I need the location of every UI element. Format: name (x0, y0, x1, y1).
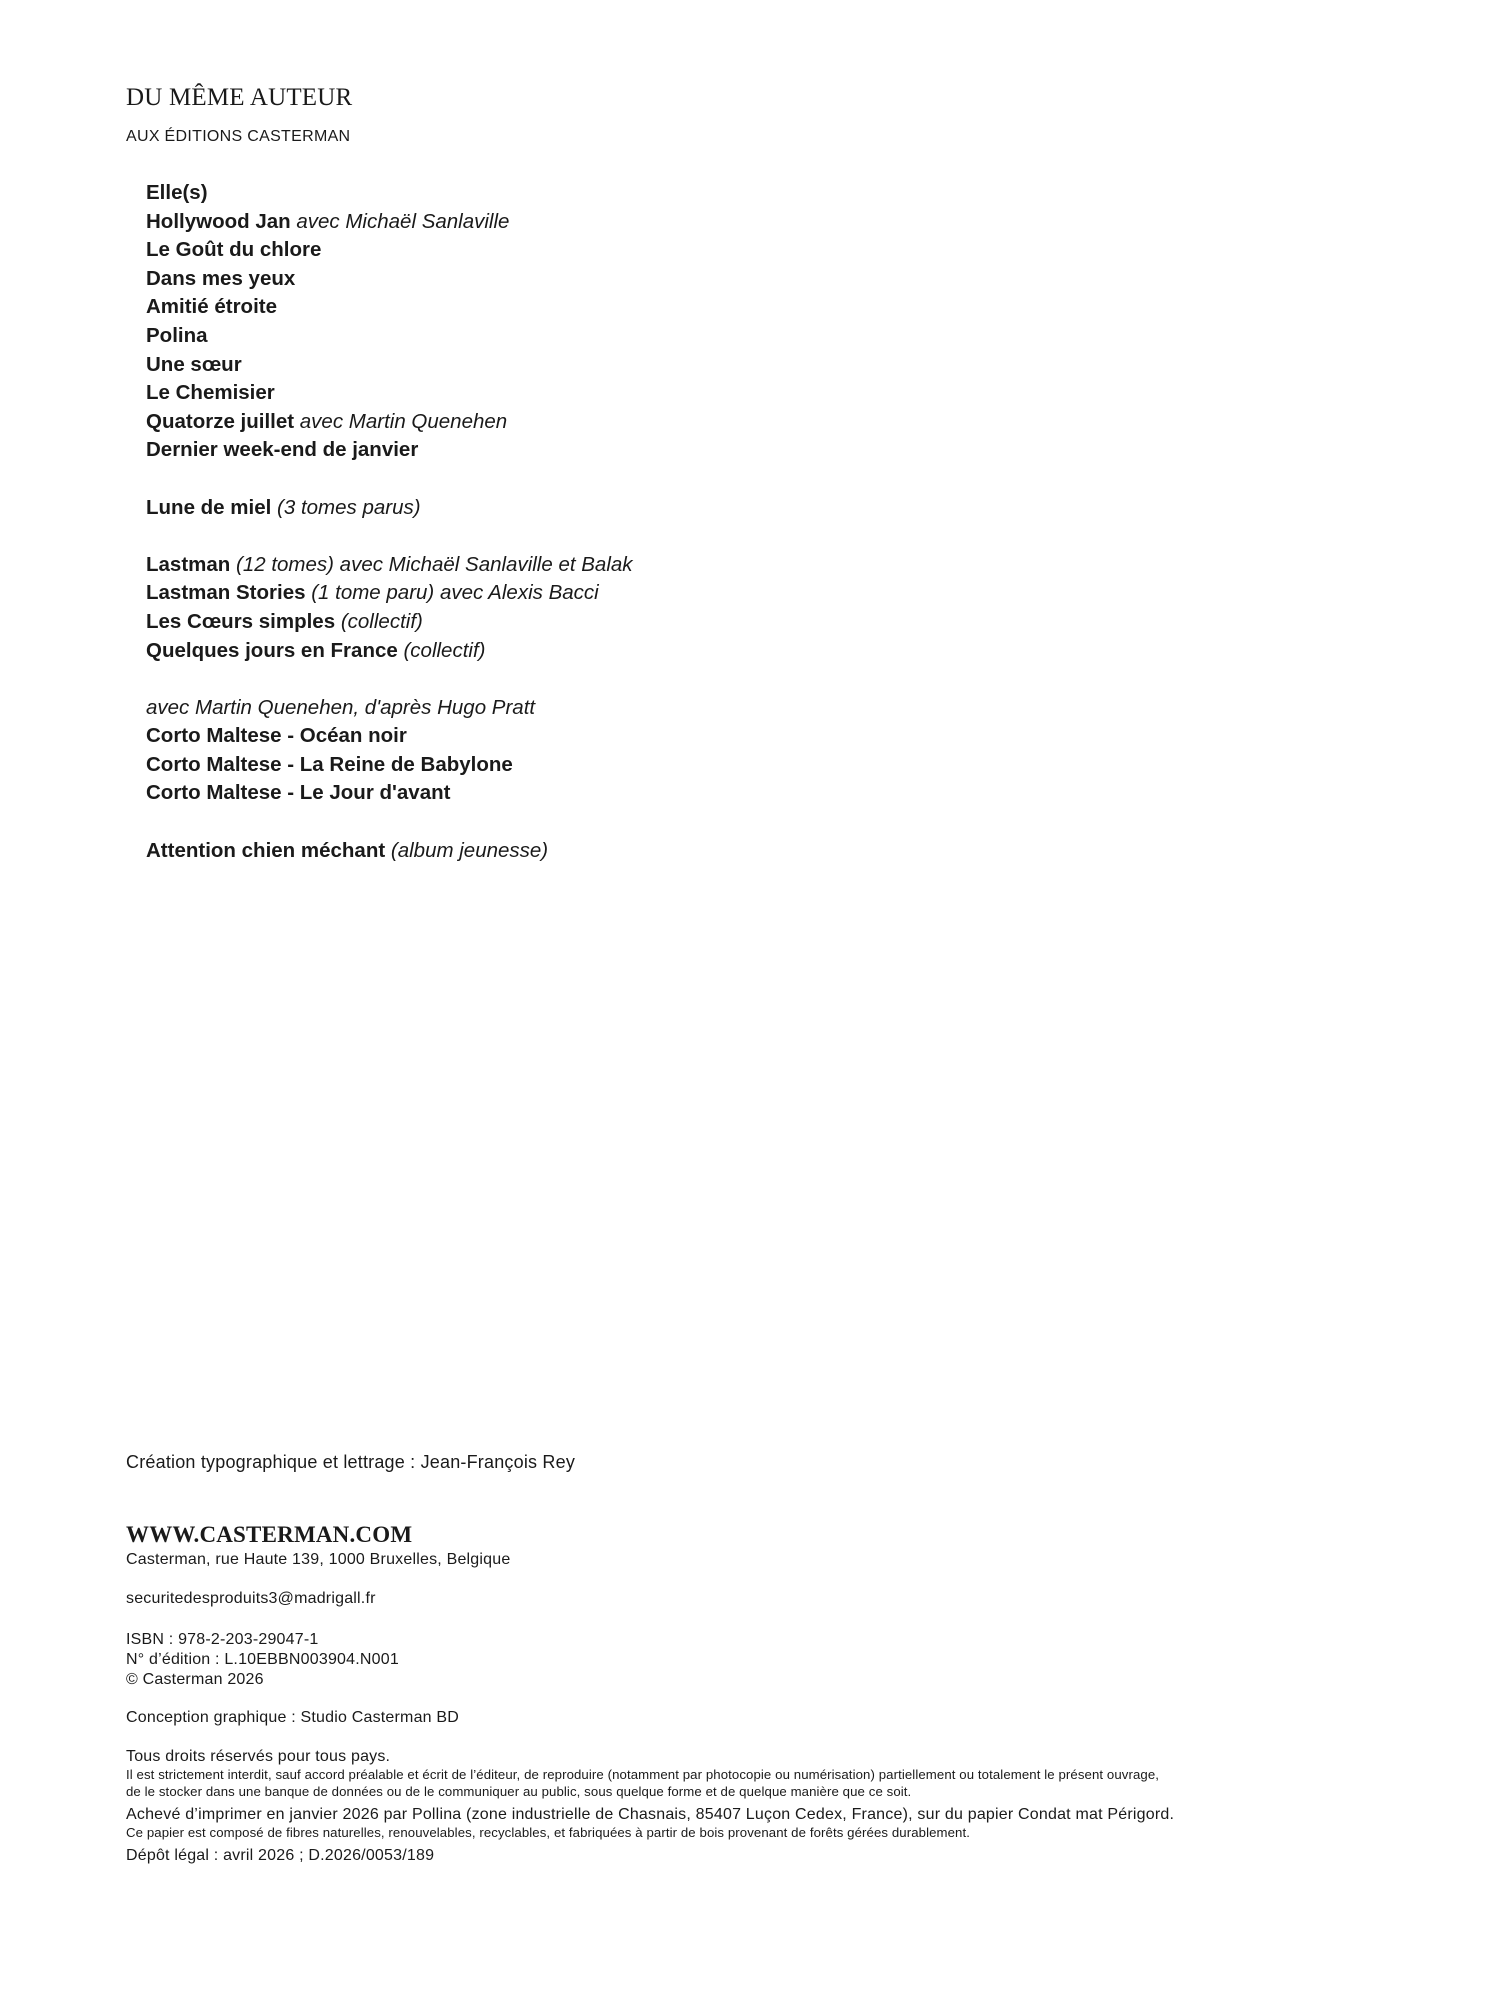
rights-detail-line: de le stocker dans une banque de données ou de le communiquer au public, sous quelque forme et de quelque manière que ce soit. (126, 1784, 912, 1799)
page-title: DU MÊME AUTEUR (126, 84, 353, 111)
book-note: (collectif) (340, 609, 423, 633)
copyright: © Casterman 2026 (126, 1671, 264, 1688)
book-title: Amitié étroite (146, 295, 277, 319)
list-spacer (146, 808, 633, 837)
legal-deposit: Dépôt légal : avril 2026 ; D.2026/0053/189 (126, 1847, 435, 1864)
book-title: Polina (146, 323, 208, 347)
bibliography-item (146, 293, 633, 322)
bibliography-item (146, 779, 633, 808)
bibliography-item (146, 494, 633, 523)
bibliography-item (146, 722, 633, 751)
book-title: Attention chien méchant (146, 838, 386, 862)
book-title: Corto Maltese - Le Jour d'avant (146, 781, 451, 805)
book-title: Corto Maltese - La Reine de Babylone (146, 752, 513, 776)
edition-number: N° d’édition : L.10EBBN003904.N001 (126, 1651, 399, 1668)
book-note: (3 tomes parus) (277, 495, 421, 519)
rights-detail-line: Il est strictement interdit, sauf accord préalable et écrit de l’éditeur, de reproduire (notamment par photocopie ou numérisation) partiellement ou totalement le présent ouvrage, (126, 1767, 1160, 1782)
bibliography-item (146, 265, 633, 294)
printing-statement: Achevé d’imprimer en janvier 2026 par Pollina (zone industrielle de Chasnais, 85407 Luçon Cedex, France), sur du papier Condat mat Périgord. (126, 1806, 1175, 1823)
book-title: Une sœur (146, 352, 242, 376)
publisher-address: Casterman, rue Haute 139, 1000 Bruxelles, Belgique (126, 1551, 511, 1568)
rights-detail (126, 1766, 1376, 1800)
book-note: avec Michaël Sanlaville (296, 209, 510, 233)
bibliography-item (146, 208, 633, 237)
book-note: (collectif) (403, 638, 486, 662)
list-spacer (146, 522, 633, 551)
isbn: ISBN : 978-2-203-29047-1 (126, 1631, 319, 1648)
book-note: (1 tome paru) avec Alexis Bacci (311, 581, 599, 605)
book-note: avec Martin Quenehen (299, 409, 508, 433)
bibliography-item (146, 351, 633, 380)
publisher-subtitle: AUX ÉDITIONS CASTERMAN (126, 128, 351, 145)
book-title: Hollywood Jan (146, 209, 291, 233)
bibliography-item (146, 236, 633, 265)
list-spacer (146, 665, 633, 694)
book-title: Lastman (146, 552, 231, 576)
bibliography-item (146, 608, 633, 637)
book-title: Quelques jours en France (146, 638, 398, 662)
bibliography-item (146, 179, 633, 208)
bibliography-item (146, 579, 633, 608)
paper-note: Ce papier est composé de fibres naturelles, renouvelables, recyclables, et fabriquées à partir de bois provenant de forêts gérées durablement. (126, 1825, 971, 1840)
book-note: avec Martin Quenehen, d'après Hugo Pratt (146, 695, 536, 719)
website-link[interactable]: WWW.CASTERMAN.COM (126, 1522, 413, 1547)
bibliography-item (146, 551, 633, 580)
book-title: Dernier week-end de janvier (146, 438, 419, 462)
isbn-block (126, 1630, 1376, 1690)
design-credit: Conception graphique : Studio Casterman BD (126, 1709, 460, 1726)
bibliography-list (146, 179, 633, 865)
book-title: Les Cœurs simples (146, 609, 336, 633)
book-title: Le Goût du chlore (146, 238, 322, 262)
safety-email[interactable]: securitedesproduits3@madrigall.fr (126, 1590, 376, 1607)
typography-credit: Création typographique et lettrage : Jean-François Rey (126, 1452, 576, 1472)
bibliography-item (146, 837, 633, 866)
rights-statement: Tous droits réservés pour tous pays. (126, 1748, 391, 1765)
book-title: Quatorze juillet (146, 409, 295, 433)
book-title: Le Chemisier (146, 381, 275, 405)
bibliography-item (146, 436, 633, 465)
book-note: (12 tomes) avec Michaël Sanlaville et Balak (236, 552, 633, 576)
book-title: Elle(s) (146, 181, 208, 204)
book-note: (album jeunesse) (390, 838, 549, 862)
bibliography-item (146, 694, 633, 723)
book-title: Dans mes yeux (146, 266, 296, 290)
bibliography-item (146, 322, 633, 351)
book-title: Lastman Stories (146, 581, 306, 605)
list-spacer (146, 465, 633, 494)
bibliography-item (146, 379, 633, 408)
bibliography-item (146, 751, 633, 780)
book-title: Lune de miel (146, 495, 272, 519)
bibliography-item (146, 637, 633, 666)
bibliography-item (146, 408, 633, 437)
book-title: Corto Maltese - Océan noir (146, 724, 407, 748)
